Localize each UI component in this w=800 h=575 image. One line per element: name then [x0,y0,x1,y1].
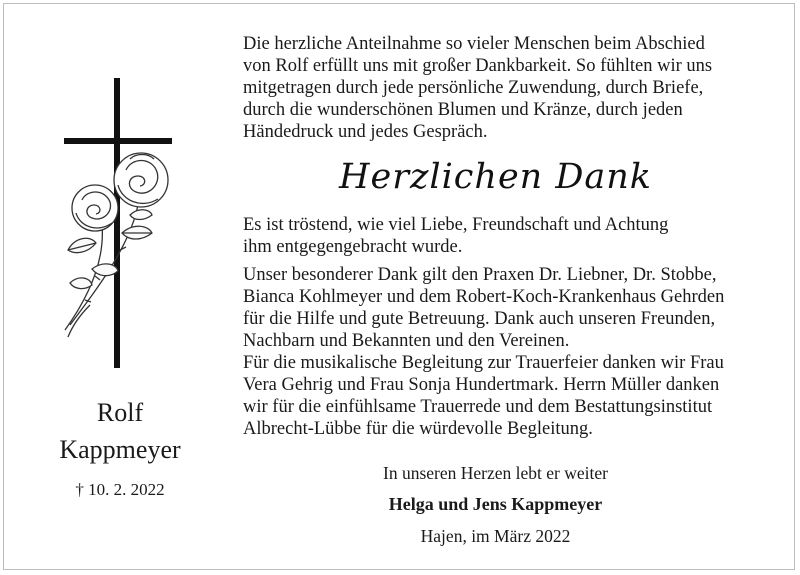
deceased-last-name: Kappmeyer [59,435,181,464]
text-line: Händedruck und jedes Gespräch. [243,122,488,142]
closing-line: In unseren Herzen lebt er weiter [383,463,608,483]
text-line: wir für die einfühlsame Trauerrede und dem Bestattungsinstitut [243,397,713,417]
intro-paragraph [243,33,783,143]
signatories: Helga und Jens Kappmeyer [388,494,603,514]
text-line: für die Hilfe und gute Betreuung. Dank auch unseren Freunden, [243,309,716,329]
text-line: Bianca Kohlmeyer und dem Robert-Koch-Krankenhaus Gehrden [243,287,725,307]
text-line: durch die wunderschönen Blumen und Kränze, durch jeden [243,100,683,120]
text-line: Unser besonderer Dank gilt den Praxen Dr. Liebner, Dr. Stobbe, [243,265,717,285]
text-line: Die herzliche Anteilnahme so vieler Menschen beim Abschied [243,34,705,54]
page-title: Herzlichen Dank [339,157,652,197]
text-line: Es ist tröstend, wie viel Liebe, Freundschaft und Achtung [243,215,669,235]
consolation-paragraph [243,214,783,258]
text-line: von Rolf erfüllt uns mit großer Dankbarkeit. So fühlten wir uns [243,56,713,76]
text-line: Nachbarn und Bekannten und den Vereinen. [243,331,570,351]
text-line: Vera Gehrig und Frau Sonja Hundertmark. Herrn Müller danken [243,375,720,395]
thanks-paragraph [243,264,783,440]
text-line: Albrecht-Lübbe für die würdevolle Begleitung. [243,419,593,439]
text-line: ihm entgegengebracht wurde. [243,237,463,257]
text-line: mitgetragen durch jede persönliche Zuwendung, durch Briefe, [243,78,704,98]
death-date: † 10. 2. 2022 [75,480,165,499]
deceased-first-name: Rolf [96,398,144,427]
text-line: Für die musikalische Begleitung zur Trauerfeier danken wir Frau [243,353,724,373]
place-date: Hajen, im März 2022 [420,526,571,546]
cross-and-roses-artwork [30,75,210,375]
